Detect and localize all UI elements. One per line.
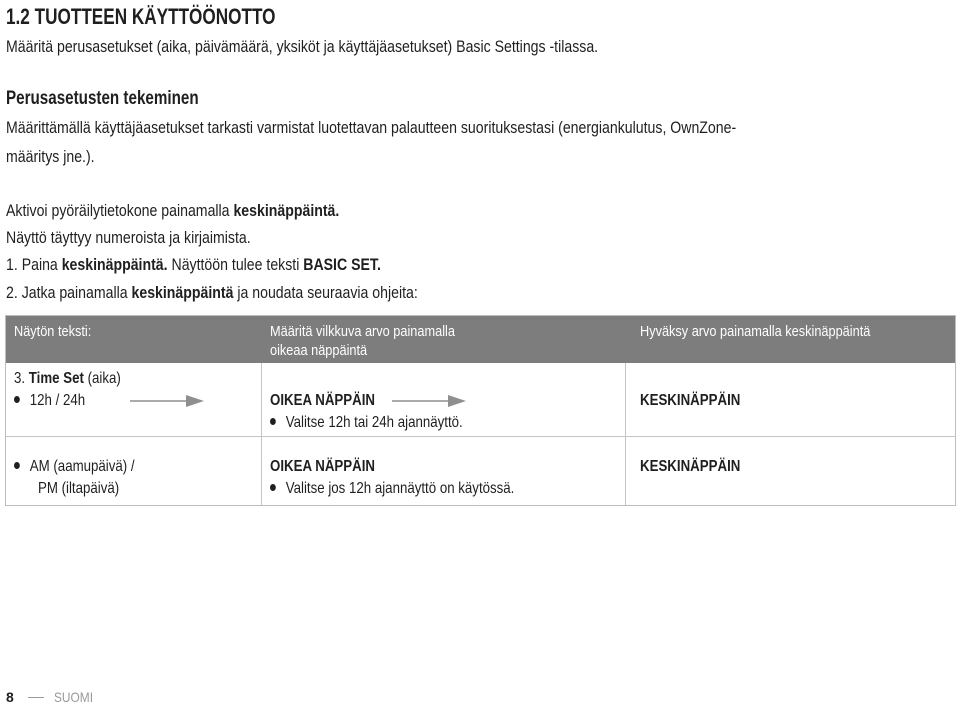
bullet-icon xyxy=(14,396,20,403)
header-set-value-line2: oikeaa näppäintä xyxy=(270,342,368,359)
bullet-icon xyxy=(270,418,276,425)
settings-table xyxy=(5,315,956,506)
column-divider xyxy=(261,363,262,505)
header-display-text: Näytön teksti: xyxy=(14,323,92,340)
row1-confirm-key: KESKINÄPPÄIN xyxy=(640,392,741,409)
step-1-text: 1. Paina xyxy=(6,255,62,274)
bullet-icon xyxy=(270,484,276,491)
step-2-key: keskinäppäintä xyxy=(131,283,234,302)
row2-confirm-key: KESKINÄPPÄIN xyxy=(640,458,741,475)
arrow-right-icon xyxy=(392,394,466,408)
row1-item-number: 3. xyxy=(14,370,26,387)
step-1-result: Näyttöön tulee teksti xyxy=(167,255,304,274)
header-set-value-line1: Määritä vilkkuva arvo painamalla xyxy=(270,323,455,340)
header-confirm-value: Hyväksy arvo painamalla keskinäppäintä xyxy=(640,323,871,340)
row1-item-title xyxy=(14,368,121,390)
activate-text: Aktivoi pyöräilytietokone painamalla xyxy=(6,201,234,220)
basics-title: Perusasetusten tekeminen xyxy=(6,88,199,109)
basics-paragraph-line2: määritys jne.). xyxy=(6,147,95,166)
arrow-right-icon xyxy=(130,394,204,408)
row2-action-key: OIKEA NÄPPÄIN xyxy=(270,458,376,475)
row1-action-note xyxy=(270,412,463,434)
row1-action-note-text: Valitse 12h tai 24h ajannäyttö. xyxy=(285,414,463,431)
column-divider xyxy=(625,363,626,505)
row2-action-note xyxy=(270,478,514,500)
step-2-rest: ja noudata seuraavia ohjeita: xyxy=(233,283,418,302)
step-1-key: keskinäppäintä. xyxy=(61,255,168,274)
step-2 xyxy=(6,283,418,303)
footer-language: SUOMI xyxy=(53,689,93,705)
row2-option-line2: PM (iltapäivä) xyxy=(38,480,120,497)
bullet-icon xyxy=(14,462,20,469)
row1-option xyxy=(14,390,85,412)
section-heading: 1.2 TUOTTEEN KÄYTTÖÖNOTTO xyxy=(6,4,276,29)
step-1-display-text: BASIC SET. xyxy=(303,255,381,274)
center-button-ref: keskinäppäintä. xyxy=(233,201,340,220)
row1-item-name: Time Set xyxy=(28,370,84,387)
section-intro: Määritä perusasetukset (aika, päivämäärä, yksiköt ja käyttäjäasetukset) Basic Settings -tilassa. xyxy=(6,37,599,56)
row2-option-text: AM (aamupäivä) / xyxy=(29,458,135,475)
page-number: 8 xyxy=(6,689,14,705)
row2-action-note-text: Valitse jos 12h ajannäyttö on käytössä. xyxy=(285,480,515,497)
display-fill-note: Näyttö täyttyy numeroista ja kirjaimista. xyxy=(6,228,251,247)
row1-option-text: 12h / 24h xyxy=(29,392,86,409)
row1-action-key: OIKEA NÄPPÄIN xyxy=(270,392,376,409)
row2-option-line1 xyxy=(14,456,135,478)
row1-item-note: (aika) xyxy=(83,370,121,387)
basics-paragraph-line1: Määrittämällä käyttäjäasetukset tarkasti varmistat luotettavan palautteen suorituksestasi (energiankulutus, OwnZone- xyxy=(6,118,737,137)
row-divider xyxy=(6,436,955,437)
page-footer xyxy=(6,689,100,705)
step-1 xyxy=(6,255,381,275)
activate-instruction xyxy=(6,201,339,221)
footer-divider xyxy=(28,697,44,698)
step-2-text: 2. Jatka painamalla xyxy=(6,283,132,302)
